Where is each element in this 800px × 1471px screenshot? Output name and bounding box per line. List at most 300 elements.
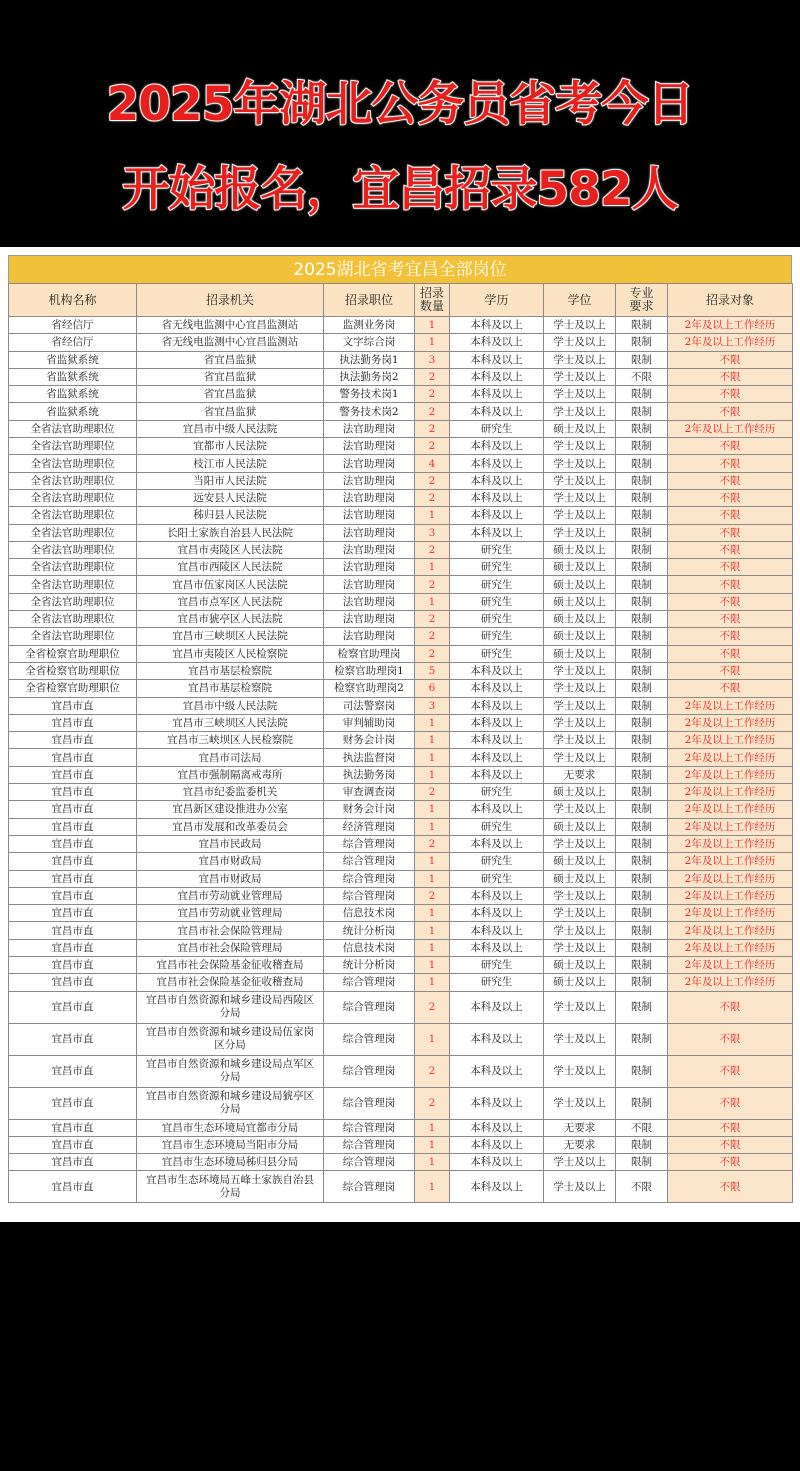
cell-count: 1	[415, 801, 450, 818]
cell-count: 2	[415, 628, 450, 645]
cell-agency: 宜昌市自然资源和城乡建设局西陵区分局	[137, 991, 324, 1023]
cell-education: 本科及以上	[450, 472, 544, 489]
cell-target: 2年及以上工作经历	[668, 317, 793, 334]
cell-position: 综合管理岗	[324, 1119, 415, 1136]
cell-target: 2年及以上工作经历	[668, 334, 793, 351]
cell-education: 本科及以上	[450, 524, 544, 541]
cell-degree: 学士及以上	[544, 1087, 616, 1119]
cell-org: 宜昌市直	[9, 991, 137, 1023]
table-header-row	[9, 284, 793, 317]
cell-target: 不限	[668, 611, 793, 628]
cell-agency: 宜昌市夷陵区人民法院	[137, 541, 324, 558]
cell-degree: 学士及以上	[544, 939, 616, 956]
cell-org: 宜昌市直	[9, 887, 137, 904]
table-row	[9, 368, 793, 385]
cell-education: 本科及以上	[450, 714, 544, 731]
cell-education: 本科及以上	[450, 489, 544, 506]
cell-education: 本科及以上	[450, 991, 544, 1023]
cell-org: 省监狱系统	[9, 368, 137, 385]
cell-degree: 学士及以上	[544, 714, 616, 731]
cell-target: 不限	[668, 507, 793, 524]
cell-education: 研究生	[450, 559, 544, 576]
table-row	[9, 628, 793, 645]
cell-org: 全省法官助理职位	[9, 455, 137, 472]
cell-position: 警务技术岗1	[324, 386, 415, 403]
cell-degree: 硕士及以上	[544, 818, 616, 835]
cell-education: 研究生	[450, 576, 544, 593]
cell-education: 本科及以上	[450, 368, 544, 385]
cell-count: 1	[415, 317, 450, 334]
cell-target: 不限	[668, 662, 793, 679]
cell-agency: 省宜昌监狱	[137, 403, 324, 420]
cell-org: 宜昌市直	[9, 784, 137, 801]
cell-degree: 硕士及以上	[544, 559, 616, 576]
header-col-degree: 学位	[544, 284, 616, 317]
table-row	[9, 317, 793, 334]
cell-org: 宜昌市直	[9, 1119, 137, 1136]
cell-agency: 宜昌市中级人民法院	[137, 420, 324, 437]
cell-position: 综合管理岗	[324, 853, 415, 870]
cell-degree: 无要求	[544, 1136, 616, 1153]
cell-position: 综合管理岗	[324, 1055, 415, 1087]
cell-count: 1	[415, 974, 450, 991]
cell-agency: 宜昌市点军区人民法院	[137, 593, 324, 610]
table-row	[9, 887, 793, 904]
cell-major: 限制	[616, 317, 668, 334]
cell-major: 限制	[616, 714, 668, 731]
cell-count: 2	[415, 386, 450, 403]
cell-agency: 秭归县人民法院	[137, 507, 324, 524]
cell-count: 1	[415, 870, 450, 887]
cell-target: 不限	[668, 438, 793, 455]
cell-target: 2年及以上工作经历	[668, 818, 793, 835]
cell-education: 本科及以上	[450, 1119, 544, 1136]
cell-org: 宜昌市直	[9, 835, 137, 852]
cell-target: 2年及以上工作经历	[668, 766, 793, 783]
table-row	[9, 1055, 793, 1087]
cell-degree: 硕士及以上	[544, 593, 616, 610]
cell-major: 限制	[616, 611, 668, 628]
cell-degree: 学士及以上	[544, 351, 616, 368]
cell-position: 信息技术岗	[324, 905, 415, 922]
cell-target: 2年及以上工作经历	[668, 870, 793, 887]
cell-major: 限制	[616, 1087, 668, 1119]
cell-position: 统计分析岗	[324, 922, 415, 939]
cell-target: 不限	[668, 628, 793, 645]
cell-count: 1	[415, 922, 450, 939]
cell-target: 2年及以上工作经历	[668, 835, 793, 852]
cell-degree: 学士及以上	[544, 887, 616, 904]
cell-major: 限制	[616, 870, 668, 887]
cell-target: 2年及以上工作经历	[668, 974, 793, 991]
cell-count: 1	[415, 853, 450, 870]
cell-agency: 宜昌市生态环境局宜都市分局	[137, 1119, 324, 1136]
cell-position: 检察官助理岗	[324, 645, 415, 662]
cell-org: 宜昌市直	[9, 714, 137, 731]
cell-major: 限制	[616, 541, 668, 558]
cell-major: 限制	[616, 438, 668, 455]
cell-agency: 长阳土家族自治县人民法院	[137, 524, 324, 541]
cell-target: 不限	[668, 1119, 793, 1136]
cell-degree: 硕士及以上	[544, 541, 616, 558]
cell-degree: 学士及以上	[544, 922, 616, 939]
cell-count: 2	[415, 576, 450, 593]
cell-degree: 硕士及以上	[544, 956, 616, 973]
cell-target: 不限	[668, 489, 793, 506]
positions-table	[8, 283, 793, 1203]
cell-org: 省监狱系统	[9, 403, 137, 420]
cell-count: 2	[415, 835, 450, 852]
cell-agency: 宜昌市基层检察院	[137, 680, 324, 697]
cell-position: 司法警察岗	[324, 697, 415, 714]
cell-target: 不限	[668, 455, 793, 472]
cell-position: 法官助理岗	[324, 524, 415, 541]
cell-education: 本科及以上	[450, 732, 544, 749]
cell-position: 检察官助理岗2	[324, 680, 415, 697]
cell-org: 全省法官助理职位	[9, 576, 137, 593]
cell-degree: 硕士及以上	[544, 870, 616, 887]
cell-org: 宜昌市直	[9, 974, 137, 991]
cell-position: 法官助理岗	[324, 593, 415, 610]
table-row	[9, 1087, 793, 1119]
cell-target: 不限	[668, 991, 793, 1023]
cell-major: 限制	[616, 576, 668, 593]
cell-major: 不限	[616, 1119, 668, 1136]
table-row	[9, 472, 793, 489]
table-row	[9, 559, 793, 576]
cell-agency: 宜昌市强制隔离戒毒所	[137, 766, 324, 783]
table-row	[9, 645, 793, 662]
cell-org: 全省法官助理职位	[9, 593, 137, 610]
cell-major: 限制	[616, 1154, 668, 1171]
cell-agency: 宜昌市自然资源和城乡建设局点军区分局	[137, 1055, 324, 1087]
table-row	[9, 420, 793, 437]
cell-position: 执法勤务岗	[324, 766, 415, 783]
cell-degree: 学士及以上	[544, 697, 616, 714]
cell-target: 不限	[668, 541, 793, 558]
cell-target: 不限	[668, 1055, 793, 1087]
cell-position: 综合管理岗	[324, 991, 415, 1023]
cell-org: 全省法官助理职位	[9, 507, 137, 524]
cell-education: 本科及以上	[450, 351, 544, 368]
cell-education: 研究生	[450, 628, 544, 645]
header-col-target: 招录对象	[668, 284, 793, 317]
cell-agency: 宜昌市猇亭区人民法院	[137, 611, 324, 628]
cell-education: 本科及以上	[450, 680, 544, 697]
cell-degree: 学士及以上	[544, 801, 616, 818]
cell-org: 全省法官助理职位	[9, 541, 137, 558]
cell-education: 本科及以上	[450, 334, 544, 351]
table-row	[9, 455, 793, 472]
cell-education: 本科及以上	[450, 438, 544, 455]
cell-education: 研究生	[450, 870, 544, 887]
cell-education: 本科及以上	[450, 887, 544, 904]
cell-count: 2	[415, 784, 450, 801]
cell-education: 研究生	[450, 974, 544, 991]
cell-target: 不限	[668, 680, 793, 697]
table-row	[9, 1136, 793, 1153]
header-col-org: 机构名称	[9, 284, 137, 317]
cell-major: 限制	[616, 472, 668, 489]
cell-degree: 硕士及以上	[544, 974, 616, 991]
table-row	[9, 732, 793, 749]
cell-education: 本科及以上	[450, 662, 544, 679]
cell-agency: 省宜昌监狱	[137, 351, 324, 368]
cell-agency: 宜昌市社会保险基金征收稽查局	[137, 956, 324, 973]
cell-agency: 宜昌市三峡坝区人民检察院	[137, 732, 324, 749]
table-row	[9, 489, 793, 506]
cell-target: 不限	[668, 403, 793, 420]
cell-count: 1	[415, 1119, 450, 1136]
table-body	[9, 317, 793, 1203]
table-row	[9, 956, 793, 973]
cell-education: 研究生	[450, 784, 544, 801]
cell-position: 法官助理岗	[324, 489, 415, 506]
cell-degree: 硕士及以上	[544, 420, 616, 437]
header-col-education: 学历	[450, 284, 544, 317]
cell-degree: 硕士及以上	[544, 576, 616, 593]
cell-degree: 学士及以上	[544, 1023, 616, 1055]
cell-degree: 无要求	[544, 766, 616, 783]
cell-count: 1	[415, 766, 450, 783]
cell-target: 2年及以上工作经历	[668, 420, 793, 437]
cell-major: 限制	[616, 991, 668, 1023]
cell-degree: 硕士及以上	[544, 611, 616, 628]
cell-target: 不限	[668, 1136, 793, 1153]
cell-agency: 宜昌市生态环境局秭归县分局	[137, 1154, 324, 1171]
table-row	[9, 766, 793, 783]
cell-count: 1	[415, 1136, 450, 1153]
cell-major: 限制	[616, 489, 668, 506]
cell-major: 限制	[616, 645, 668, 662]
cell-position: 执法勤务岗2	[324, 368, 415, 385]
cell-position: 检察官助理岗1	[324, 662, 415, 679]
cell-major: 限制	[616, 818, 668, 835]
cell-degree: 学士及以上	[544, 438, 616, 455]
cell-major: 限制	[616, 905, 668, 922]
cell-agency: 宜昌市民政局	[137, 835, 324, 852]
cell-major: 不限	[616, 1171, 668, 1203]
cell-count: 4	[415, 455, 450, 472]
cell-position: 法官助理岗	[324, 438, 415, 455]
cell-degree: 学士及以上	[544, 991, 616, 1023]
cell-count: 1	[415, 1171, 450, 1203]
cell-major: 限制	[616, 956, 668, 973]
table-row	[9, 1171, 793, 1203]
cell-degree: 学士及以上	[544, 835, 616, 852]
cell-position: 统计分析岗	[324, 956, 415, 973]
cell-count: 2	[415, 368, 450, 385]
cell-org: 宜昌市直	[9, 1154, 137, 1171]
table-row	[9, 524, 793, 541]
cell-major: 限制	[616, 662, 668, 679]
cell-org: 省经信厅	[9, 317, 137, 334]
table-row	[9, 541, 793, 558]
table-row	[9, 922, 793, 939]
cell-education: 研究生	[450, 611, 544, 628]
cell-agency: 宜昌市伍家岗区人民法院	[137, 576, 324, 593]
cell-count: 2	[415, 645, 450, 662]
cell-education: 研究生	[450, 956, 544, 973]
cell-major: 限制	[616, 593, 668, 610]
cell-education: 研究生	[450, 420, 544, 437]
cell-degree: 硕士及以上	[544, 853, 616, 870]
cell-major: 限制	[616, 386, 668, 403]
cell-major: 限制	[616, 784, 668, 801]
cell-agency: 宜昌市劳动就业管理局	[137, 887, 324, 904]
cell-org: 全省法官助理职位	[9, 420, 137, 437]
header-col-agency: 招录机关	[137, 284, 324, 317]
cell-org: 宜昌市直	[9, 956, 137, 973]
cell-count: 3	[415, 697, 450, 714]
cell-major: 限制	[616, 1136, 668, 1153]
cell-position: 综合管理岗	[324, 870, 415, 887]
cell-target: 不限	[668, 351, 793, 368]
cell-target: 不限	[668, 524, 793, 541]
cell-target: 不限	[668, 576, 793, 593]
cell-count: 1	[415, 956, 450, 973]
cell-major: 限制	[616, 1023, 668, 1055]
cell-major: 限制	[616, 420, 668, 437]
cell-target: 2年及以上工作经历	[668, 714, 793, 731]
cell-position: 综合管理岗	[324, 1171, 415, 1203]
cell-target: 不限	[668, 386, 793, 403]
cell-education: 研究生	[450, 853, 544, 870]
cell-agency: 宜昌市自然资源和城乡建设局猇亭区分局	[137, 1087, 324, 1119]
cell-major: 限制	[616, 749, 668, 766]
cell-count: 1	[415, 714, 450, 731]
cell-degree: 学士及以上	[544, 662, 616, 679]
cell-degree: 学士及以上	[544, 732, 616, 749]
cell-position: 综合管理岗	[324, 1087, 415, 1119]
cell-education: 本科及以上	[450, 1136, 544, 1153]
table-row	[9, 403, 793, 420]
cell-org: 宜昌市直	[9, 1023, 137, 1055]
cell-education: 本科及以上	[450, 697, 544, 714]
cell-count: 1	[415, 559, 450, 576]
cell-education: 研究生	[450, 818, 544, 835]
cell-education: 本科及以上	[450, 1023, 544, 1055]
table-wrap	[8, 255, 792, 1203]
cell-count: 2	[415, 991, 450, 1023]
cell-agency: 宜昌市生态环境局当阳市分局	[137, 1136, 324, 1153]
cell-education: 本科及以上	[450, 835, 544, 852]
cell-agency: 省宜昌监狱	[137, 386, 324, 403]
cell-major: 限制	[616, 524, 668, 541]
cell-agency: 宜昌市西陵区人民法院	[137, 559, 324, 576]
cell-major: 限制	[616, 1055, 668, 1087]
cell-position: 法官助理岗	[324, 611, 415, 628]
cell-agency: 宜昌市纪委监委机关	[137, 784, 324, 801]
cell-count: 2	[415, 472, 450, 489]
cell-target: 2年及以上工作经历	[668, 749, 793, 766]
cell-org: 全省法官助理职位	[9, 438, 137, 455]
cell-agency: 宜昌市发展和改革委员会	[137, 818, 324, 835]
cell-org: 全省法官助理职位	[9, 489, 137, 506]
cell-agency: 省宜昌监狱	[137, 368, 324, 385]
cell-org: 省监狱系统	[9, 351, 137, 368]
cell-education: 本科及以上	[450, 1055, 544, 1087]
table-banner: 2025湖北省考宜昌全部岗位	[8, 255, 792, 283]
cell-major: 限制	[616, 559, 668, 576]
cell-org: 宜昌市直	[9, 766, 137, 783]
header-col-major: 专业 要求	[616, 284, 668, 317]
cell-major: 限制	[616, 455, 668, 472]
cell-agency: 宜昌市夷陵区人民检察院	[137, 645, 324, 662]
cell-degree: 学士及以上	[544, 680, 616, 697]
cell-agency: 宜昌市中级人民法院	[137, 697, 324, 714]
cell-position: 监测业务岗	[324, 317, 415, 334]
cell-org: 宜昌市直	[9, 1171, 137, 1203]
cell-major: 限制	[616, 628, 668, 645]
cell-degree: 学士及以上	[544, 334, 616, 351]
cell-org: 全省检察官助理职位	[9, 662, 137, 679]
table-row	[9, 784, 793, 801]
cell-agency: 宜昌市自然资源和城乡建设局伍家岗区分局	[137, 1023, 324, 1055]
cell-count: 3	[415, 524, 450, 541]
cell-agency: 宜昌市社会保险管理局	[137, 922, 324, 939]
cell-agency: 宜昌市财政局	[137, 853, 324, 870]
cell-org: 全省法官助理职位	[9, 559, 137, 576]
cell-agency: 宜昌市三峡坝区人民法院	[137, 714, 324, 731]
cell-count: 2	[415, 887, 450, 904]
cell-count: 2	[415, 438, 450, 455]
cell-target: 2年及以上工作经历	[668, 732, 793, 749]
cell-education: 本科及以上	[450, 801, 544, 818]
cell-position: 审判辅助岗	[324, 714, 415, 731]
cell-org: 宜昌市直	[9, 870, 137, 887]
cell-count: 3	[415, 351, 450, 368]
cell-education: 本科及以上	[450, 766, 544, 783]
cell-degree: 学士及以上	[544, 489, 616, 506]
cell-education: 本科及以上	[450, 922, 544, 939]
cell-degree: 学士及以上	[544, 1055, 616, 1087]
cell-major: 限制	[616, 853, 668, 870]
cell-org: 宜昌市直	[9, 853, 137, 870]
cell-target: 2年及以上工作经历	[668, 905, 793, 922]
cell-agency: 枝江市人民法院	[137, 455, 324, 472]
cell-position: 经济管理岗	[324, 818, 415, 835]
cell-major: 限制	[616, 334, 668, 351]
table-row	[9, 835, 793, 852]
table-row	[9, 334, 793, 351]
cell-major: 限制	[616, 697, 668, 714]
cell-position: 警务技术岗2	[324, 403, 415, 420]
cell-count: 2	[415, 541, 450, 558]
cell-org: 全省法官助理职位	[9, 628, 137, 645]
cell-agency: 宜昌市司法局	[137, 749, 324, 766]
cell-count: 2	[415, 489, 450, 506]
cell-degree: 学士及以上	[544, 472, 616, 489]
cell-position: 文字综合岗	[324, 334, 415, 351]
table-row	[9, 697, 793, 714]
cell-target: 不限	[668, 1154, 793, 1171]
cell-degree: 学士及以上	[544, 1171, 616, 1203]
cell-position: 法官助理岗	[324, 628, 415, 645]
cell-position: 法官助理岗	[324, 559, 415, 576]
cell-agency: 当阳市人民法院	[137, 472, 324, 489]
table-row	[9, 991, 793, 1023]
cell-position: 法官助理岗	[324, 420, 415, 437]
cell-count: 1	[415, 749, 450, 766]
cell-education: 本科及以上	[450, 455, 544, 472]
cell-education: 本科及以上	[450, 1087, 544, 1119]
table-row	[9, 974, 793, 991]
cell-agency: 宜昌市基层检察院	[137, 662, 324, 679]
cell-education: 本科及以上	[450, 386, 544, 403]
cell-org: 全省法官助理职位	[9, 611, 137, 628]
cell-target: 不限	[668, 559, 793, 576]
